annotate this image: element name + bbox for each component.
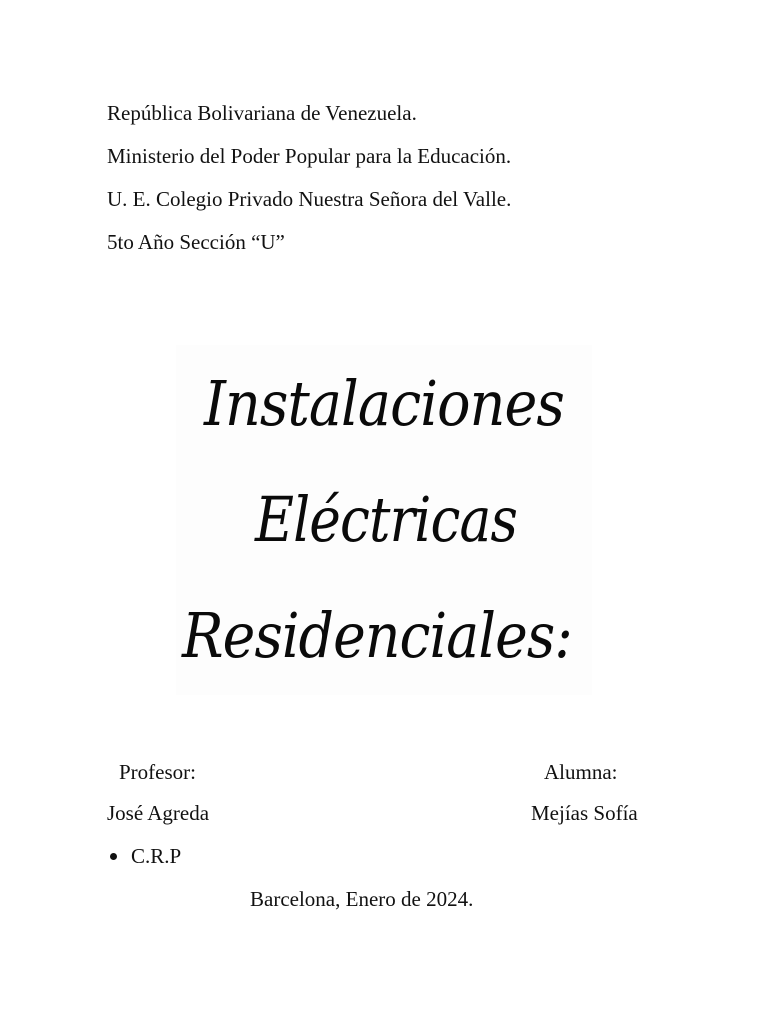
title-line-1: Instalaciones (203, 367, 565, 440)
header-line-ministry: Ministerio del Poder Popular para la Educación. (107, 144, 512, 168)
title-image (176, 345, 592, 695)
teacher-detail-item (108, 842, 181, 870)
student-label: Alumna: (544, 760, 618, 784)
teacher-label: Profesor: (119, 760, 196, 784)
teacher-name: José Agreda (107, 801, 210, 825)
header-line-country: República Bolivariana de Venezuela. (107, 101, 417, 125)
institution-header (107, 92, 511, 264)
title-line-3: Residenciales: (181, 599, 572, 672)
bullet-icon (110, 853, 117, 860)
header-line-section: 5to Año Sección “U” (107, 230, 285, 254)
title-line-2: Eléctricas (254, 483, 517, 556)
header-line-school: U. E. Colegio Privado Nuestra Señora del Valle. (107, 187, 512, 211)
title-lettering (176, 345, 592, 695)
place-date: Barcelona, Enero de 2024. (250, 887, 474, 911)
teacher-detail: C.R.P (131, 844, 182, 868)
student-name: Mejías Sofía (531, 801, 638, 825)
